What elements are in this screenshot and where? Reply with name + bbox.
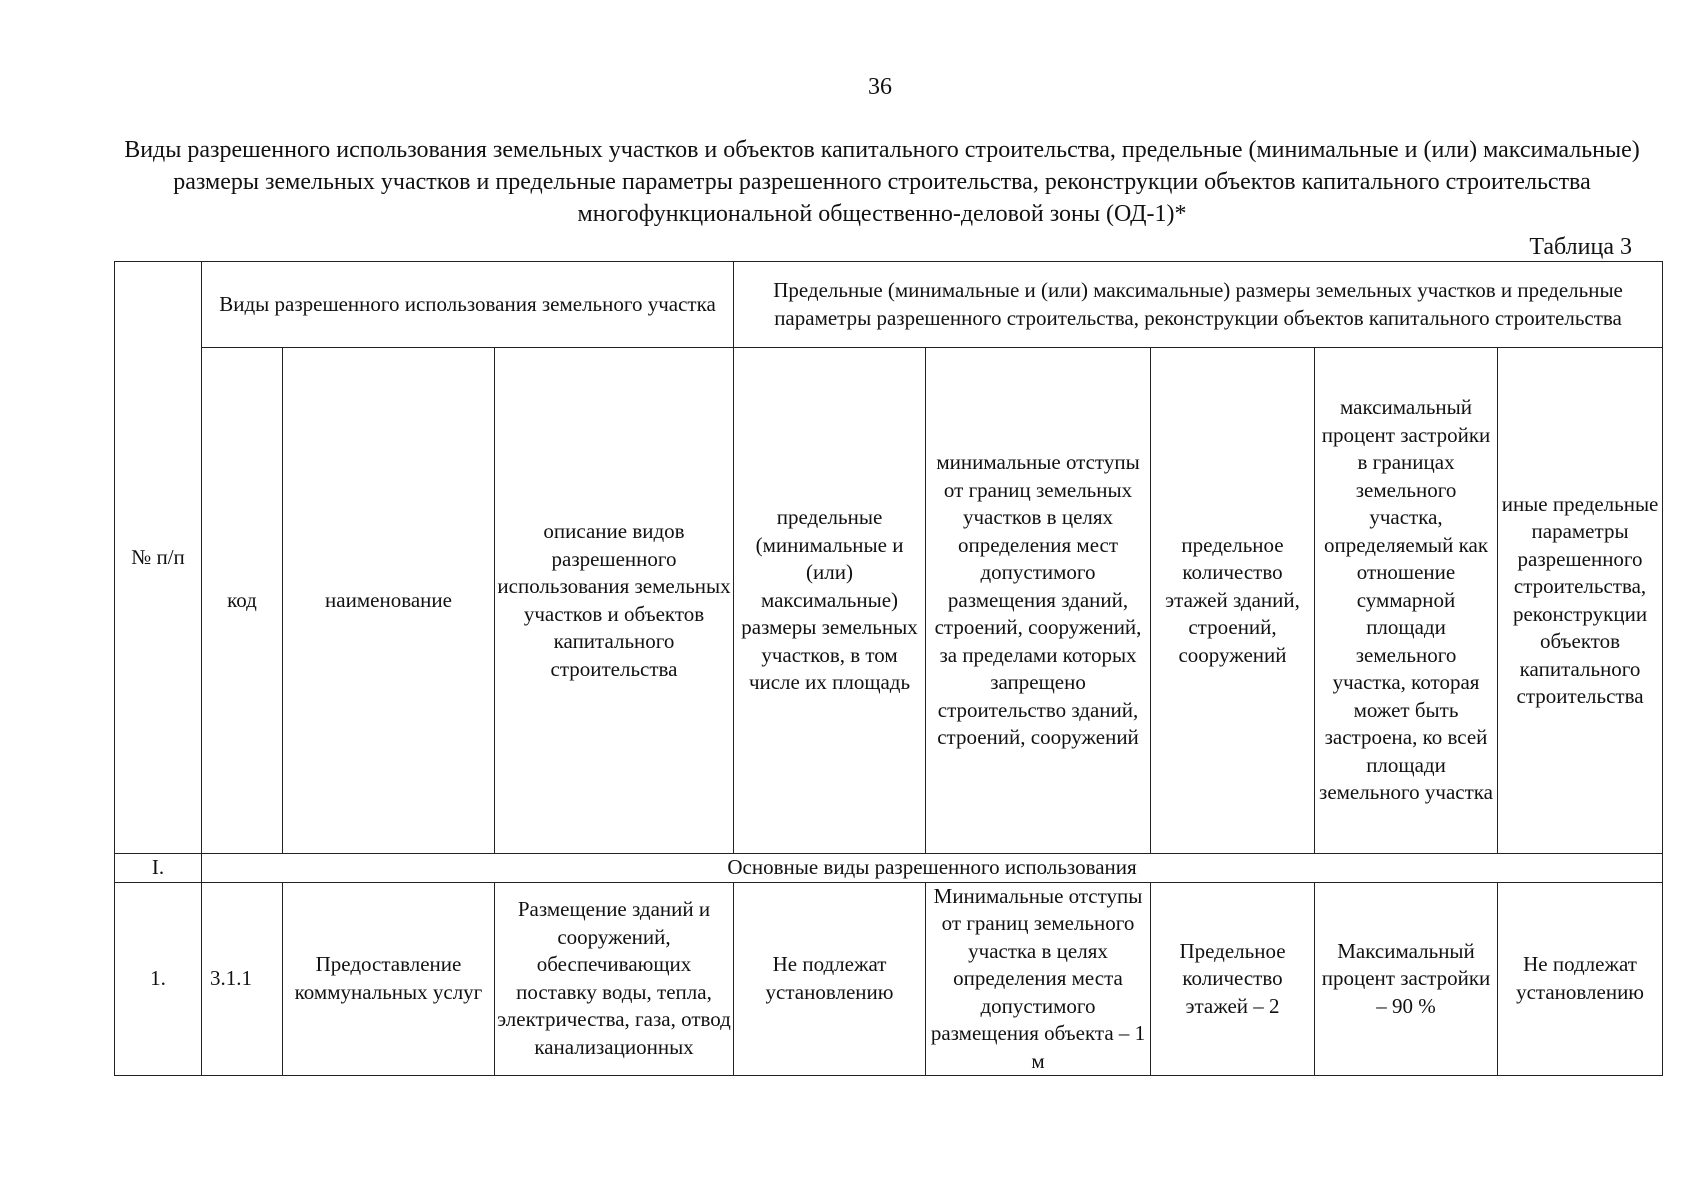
table-caption: Таблица 3	[1529, 234, 1632, 260]
document-title: Виды разрешенного использования земельных участков и объектов капитального строительства, предельные (минимальные и (или) максимальные) размеры земельных участков и предельные параметры разрешенного строительства, реконструкции объектов капитального строительства многофункциональной общественно-деловой зоны (ОД-1)*	[124, 137, 1640, 227]
row-num: 1.	[115, 882, 202, 1076]
row-floors: Предельное количество этажей – 2	[1151, 882, 1315, 1076]
table-row	[115, 882, 1663, 1076]
row-description: Размещение зданий и сооружений, обеспечивающих поставку воды, тепла, электричества, газа, отвод канализационных	[495, 882, 734, 1076]
row-setback: Минимальные отступы от границ земельного участка в целях определения места допустимого размещения объекта – 1 м	[926, 882, 1151, 1076]
row-other: Не подлежат установлению	[1498, 882, 1663, 1076]
header-group-vri: Виды разрешенного использования земельного участка	[202, 262, 734, 348]
row-code: 3.1.1	[202, 882, 283, 1076]
zoning-table	[114, 261, 1663, 1076]
header-row-sub	[115, 348, 1663, 854]
section-num: I.	[115, 854, 202, 883]
header-num: № п/п	[115, 262, 202, 854]
row-size: Не подлежат установлению	[734, 882, 926, 1076]
header-coverage: максимальный процент застройки в границах земельного участка, определяемый как отношение суммарной площади земельного участка, которая может быть застроена, ко всей площади земельного участка	[1315, 348, 1498, 854]
header-code: код	[202, 348, 283, 854]
section-row	[115, 854, 1663, 883]
section-label: Основные виды разрешенного использования	[202, 854, 1663, 883]
header-floors: предельное количество этажей зданий, строений, сооружений	[1151, 348, 1315, 854]
header-size: предельные (минимальные и (или) максимальные) размеры земельных участков, в том числе их площадь	[734, 348, 926, 854]
row-coverage: Максимальный процент застройки – 90 %	[1315, 882, 1498, 1076]
header-setback: минимальные отступы от границ земельных участков в целях определения мест допустимого размещения зданий, строений, сооружений, за пределами которых запрещено строительство зданий, строений, сооружений	[926, 348, 1151, 854]
header-row-group	[115, 262, 1663, 348]
header-description: описание видов разрешенного использования земельных участков и объектов капитального строительства	[495, 348, 734, 854]
header-name: наименование	[283, 348, 495, 854]
header-group-params: Предельные (минимальные и (или) максимальные) размеры земельных участков и предельные параметры разрешенного строительства, реконструкции объектов капитального строительства	[734, 262, 1663, 348]
header-other: иные предельные параметры разрешенного строительства, реконструкции объектов капитального строительства	[1498, 348, 1663, 854]
page-number: 36	[868, 74, 892, 100]
row-name: Предоставление коммунальных услуг	[283, 882, 495, 1076]
